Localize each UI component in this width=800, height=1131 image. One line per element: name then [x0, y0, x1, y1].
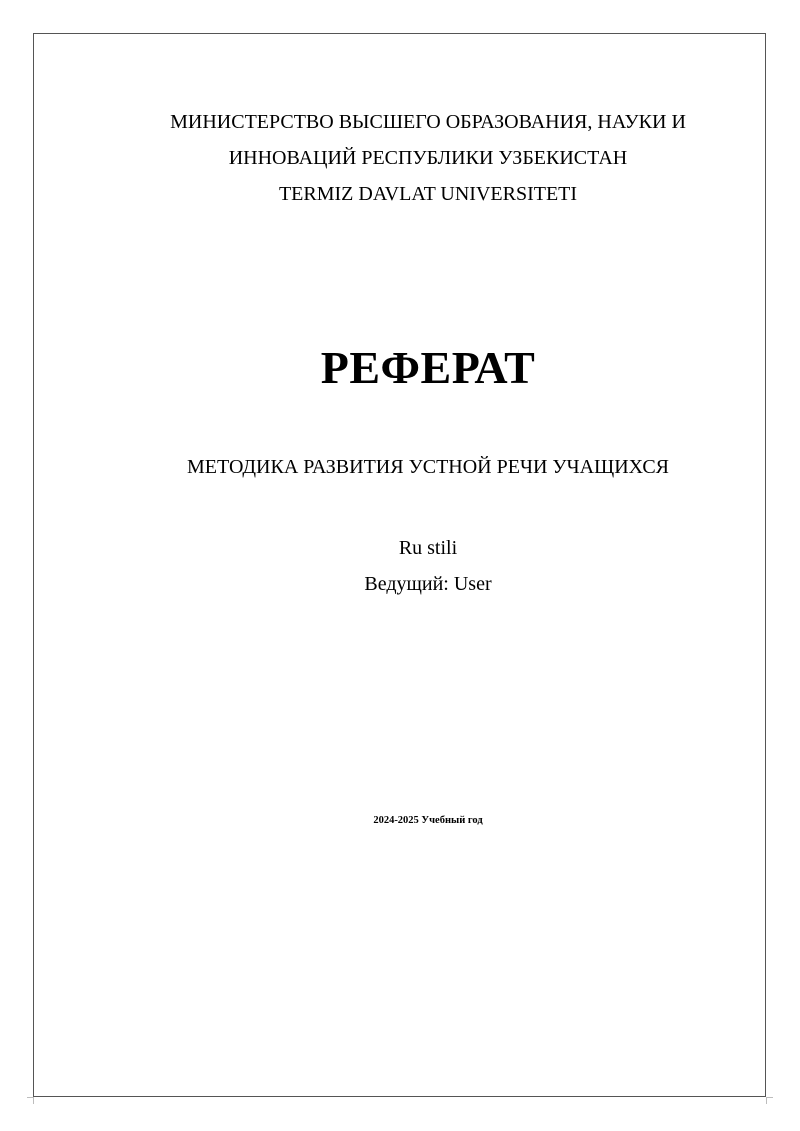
university-name: TERMIZ DAVLAT UNIVERSITETI	[278, 183, 578, 205]
document-title: РЕФЕРАТ	[320, 342, 536, 393]
subject-name: Ru stili	[398, 537, 458, 559]
document-info	[33, 530, 800, 602]
ministry-header-line-2: ИННОВАЦИЙ РЕСПУБЛИКИ УЗБЕКИСТАН	[228, 147, 628, 169]
ministry-header	[33, 104, 800, 212]
corner-crop-mark-left	[27, 1097, 34, 1104]
supervisor-name: Ведущий: User	[364, 573, 492, 595]
corner-crop-mark-right	[766, 1097, 773, 1104]
document-topic: МЕТОДИКА РАЗВИТИЯ УСТНОЙ РЕЧИ УЧАЩИХСЯ	[187, 456, 669, 478]
ministry-header-line-1: МИНИСТЕРСТВО ВЫСШЕГО ОБРАЗОВАНИЯ, НАУКИ И	[170, 111, 686, 133]
academic-year: 2024-2025 Учебный год	[373, 815, 483, 826]
